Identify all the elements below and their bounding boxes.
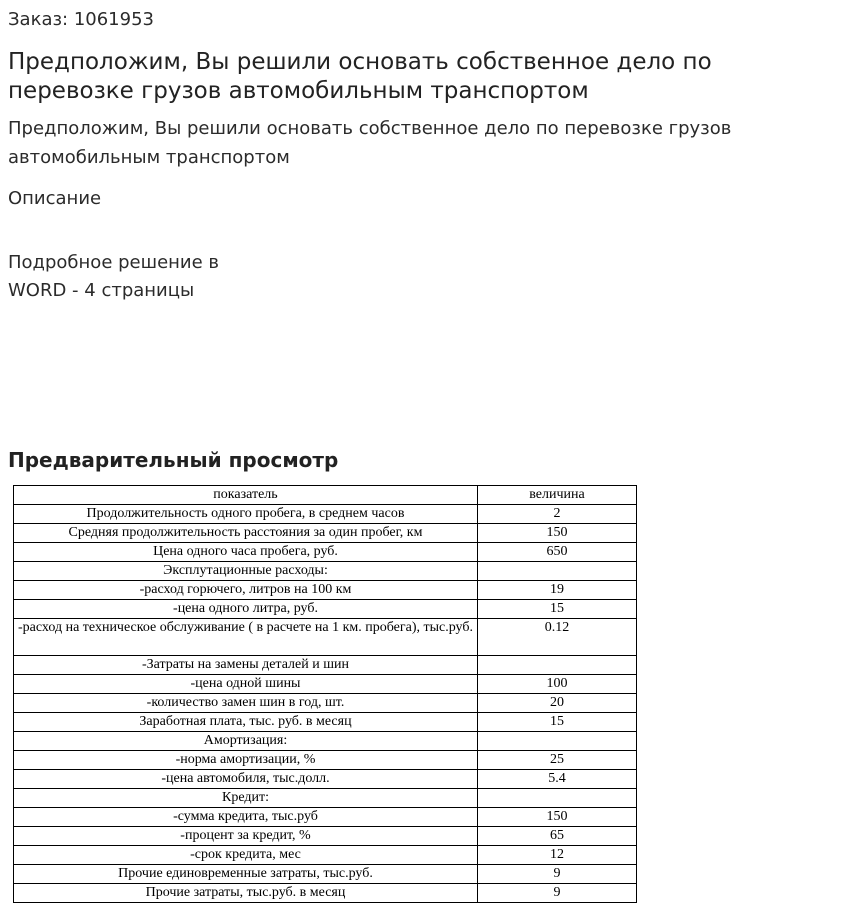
- row-indicator: -цена одной шины: [14, 675, 478, 694]
- description-label: Описание: [8, 188, 102, 209]
- row-indicator: -расход на техническое обслуживание ( в расчете на 1 км. пробега), тыс.руб.: [14, 619, 478, 656]
- table-row: [14, 789, 637, 808]
- row-value: 15: [478, 600, 637, 619]
- row-indicator: -Затраты на замены деталей и шин: [14, 656, 478, 675]
- row-indicator: -количество замен шин в год, шт.: [14, 694, 478, 713]
- table-row: [14, 865, 637, 884]
- table-row: [14, 770, 637, 789]
- table-row: [14, 751, 637, 770]
- description-text: Подробное решение в WORD - 4 страницы: [8, 252, 220, 301]
- row-value: 150: [478, 808, 637, 827]
- row-value: 9: [478, 884, 637, 903]
- table-row: [14, 808, 637, 827]
- header-value: величина: [478, 486, 637, 505]
- table-row: [14, 732, 637, 751]
- row-value: [478, 732, 637, 751]
- preview-table: [13, 485, 637, 903]
- row-indicator: Заработная плата, тыс. руб. в месяц: [14, 713, 478, 732]
- order-number: Заказ: 1061953: [8, 9, 154, 30]
- table-row: [14, 581, 637, 600]
- row-value: 5.4: [478, 770, 637, 789]
- row-indicator: -процент за кредит, %: [14, 827, 478, 846]
- row-indicator: Средняя продолжительность расстояния за один пробег, км: [14, 524, 478, 543]
- header-indicator: показатель: [14, 486, 478, 505]
- row-indicator: Прочие затраты, тыс.руб. в месяц: [14, 884, 478, 903]
- row-indicator: Продолжительность одного пробега, в среднем часов: [14, 505, 478, 524]
- row-value: 9: [478, 865, 637, 884]
- row-value: 650: [478, 543, 637, 562]
- row-indicator: Эксплутационные расходы:: [14, 562, 478, 581]
- table-row: [14, 619, 637, 656]
- row-indicator: Кредит:: [14, 789, 478, 808]
- row-value: 2: [478, 505, 637, 524]
- row-indicator: Амортизация:: [14, 732, 478, 751]
- page-subtitle: Предположим, Вы решили основать собственное дело по перевозке грузов автомобильным транспортом: [8, 118, 732, 168]
- table-row: [14, 846, 637, 865]
- row-value: 0.12: [478, 619, 637, 656]
- row-value: 65: [478, 827, 637, 846]
- row-value: 12: [478, 846, 637, 865]
- table-row: [14, 562, 637, 581]
- row-indicator: -сумма кредита, тыс.руб: [14, 808, 478, 827]
- table-row: [14, 713, 637, 732]
- row-value: 19: [478, 581, 637, 600]
- row-value: [478, 656, 637, 675]
- table-header-row: [14, 486, 637, 505]
- page-title: Предположим, Вы решили основать собственное дело по перевозке грузов автомобильным транспортом: [8, 49, 712, 104]
- row-indicator: Прочие единовременные затраты, тыс.руб.: [14, 865, 478, 884]
- row-value: [478, 789, 637, 808]
- row-indicator: -цена одного литра, руб.: [14, 600, 478, 619]
- row-value: 20: [478, 694, 637, 713]
- table-row: [14, 543, 637, 562]
- table-row: [14, 656, 637, 675]
- row-indicator: Цена одного часа пробега, руб.: [14, 543, 478, 562]
- row-value: 150: [478, 524, 637, 543]
- row-value: 15: [478, 713, 637, 732]
- row-indicator: -цена автомобиля, тыс.долл.: [14, 770, 478, 789]
- row-value: [478, 562, 637, 581]
- table-row: [14, 505, 637, 524]
- row-indicator: -срок кредита, мес: [14, 846, 478, 865]
- preview-table-body: [14, 486, 637, 903]
- row-value: 100: [478, 675, 637, 694]
- table-row: [14, 600, 637, 619]
- row-value: 25: [478, 751, 637, 770]
- table-row: [14, 524, 637, 543]
- table-row: [14, 884, 637, 903]
- table-row: [14, 827, 637, 846]
- preview-document: [13, 485, 637, 903]
- row-indicator: -расход горючего, литров на 100 км: [14, 581, 478, 600]
- table-row: [14, 675, 637, 694]
- preview-heading: Предварительный просмотр: [8, 448, 339, 472]
- table-row: [14, 694, 637, 713]
- row-indicator: -норма амортизации, %: [14, 751, 478, 770]
